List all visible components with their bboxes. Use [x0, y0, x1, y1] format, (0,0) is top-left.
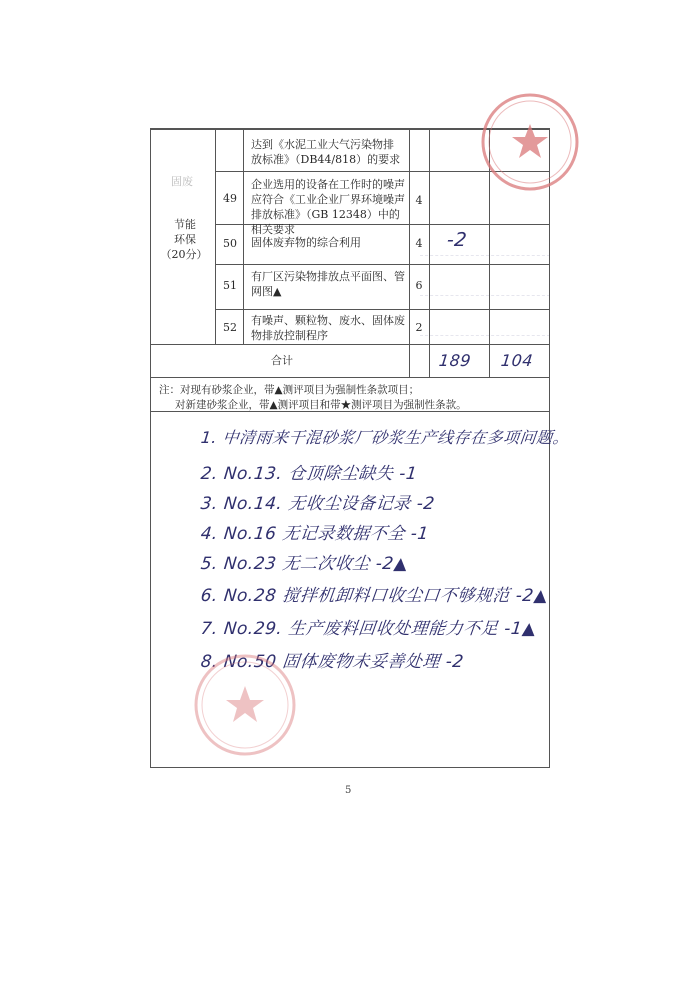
row-number: 52 [223, 321, 237, 334]
total-score: 189 [438, 351, 473, 370]
row-number: 51 [223, 279, 237, 292]
category-label-3: （20分） [160, 248, 208, 261]
row-number: 49 [223, 192, 237, 205]
handwritten-finding: 6. No.28 搅拌机卸料口收尘口不够规范 -2▲ [199, 586, 549, 606]
row-content: 有噪声、颗粒物、废水、固体废物排放控制程序 [251, 314, 405, 342]
row-deduction: -2 [445, 229, 469, 251]
row-content: 固体废弃物的综合利用 [251, 236, 361, 249]
top-row-content: 达到《水泥工业大气污染物排放标准》（DB44/818）的要求 [251, 138, 401, 166]
page-number: 5 [345, 785, 352, 796]
row-content: 企业选用的设备在工作时的噪声应符合《工业企业厂界环境噪声排放标准》（GB 12348）中的相关要求 [251, 178, 405, 236]
row-score: 6 [415, 279, 423, 292]
row-score: 4 [415, 237, 423, 250]
row-score: 4 [415, 194, 423, 207]
category-faint-label: 固废 [171, 175, 193, 188]
red-company-seal-icon [190, 650, 300, 760]
handwritten-finding: 5. No.23 无二次收尘 -2▲ [199, 554, 409, 574]
handwritten-finding: 4. No.16 无记录数据不全 -1 [199, 524, 430, 544]
note-line-2: 对新建砂浆企业，带▲测评项目和带★测评项目为强制性条款。 [175, 399, 467, 411]
note-line-1: 注：对现有砂浆企业，带▲测评项目为强制性条款项目； [159, 384, 420, 396]
handwritten-finding: 8. No.50 固体废物未妥善处理 -2 [199, 652, 465, 672]
row-content: 有厂区污染物排放点平面图、管网图▲ [251, 270, 405, 298]
handwritten-finding: 2. No.13. 仓顶除尘缺失 -1 [199, 464, 419, 484]
total-label: 合计 [271, 354, 293, 367]
row-score: 2 [415, 321, 423, 334]
category-label-1: 节能 [174, 218, 196, 231]
category-label-2: 环保 [174, 233, 196, 246]
handwritten-finding: 3. No.14. 无收尘设备记录 -2 [199, 494, 436, 514]
total-deduction: 104 [500, 351, 535, 370]
handwritten-finding: 1. 中清雨来干混砂浆厂砂浆生产线存在多项问题。 [199, 428, 571, 447]
red-company-seal-icon [478, 90, 582, 194]
row-number: 50 [223, 237, 237, 250]
handwritten-finding: 7. No.29. 生产废料回收处理能力不足 -1▲ [199, 619, 537, 639]
